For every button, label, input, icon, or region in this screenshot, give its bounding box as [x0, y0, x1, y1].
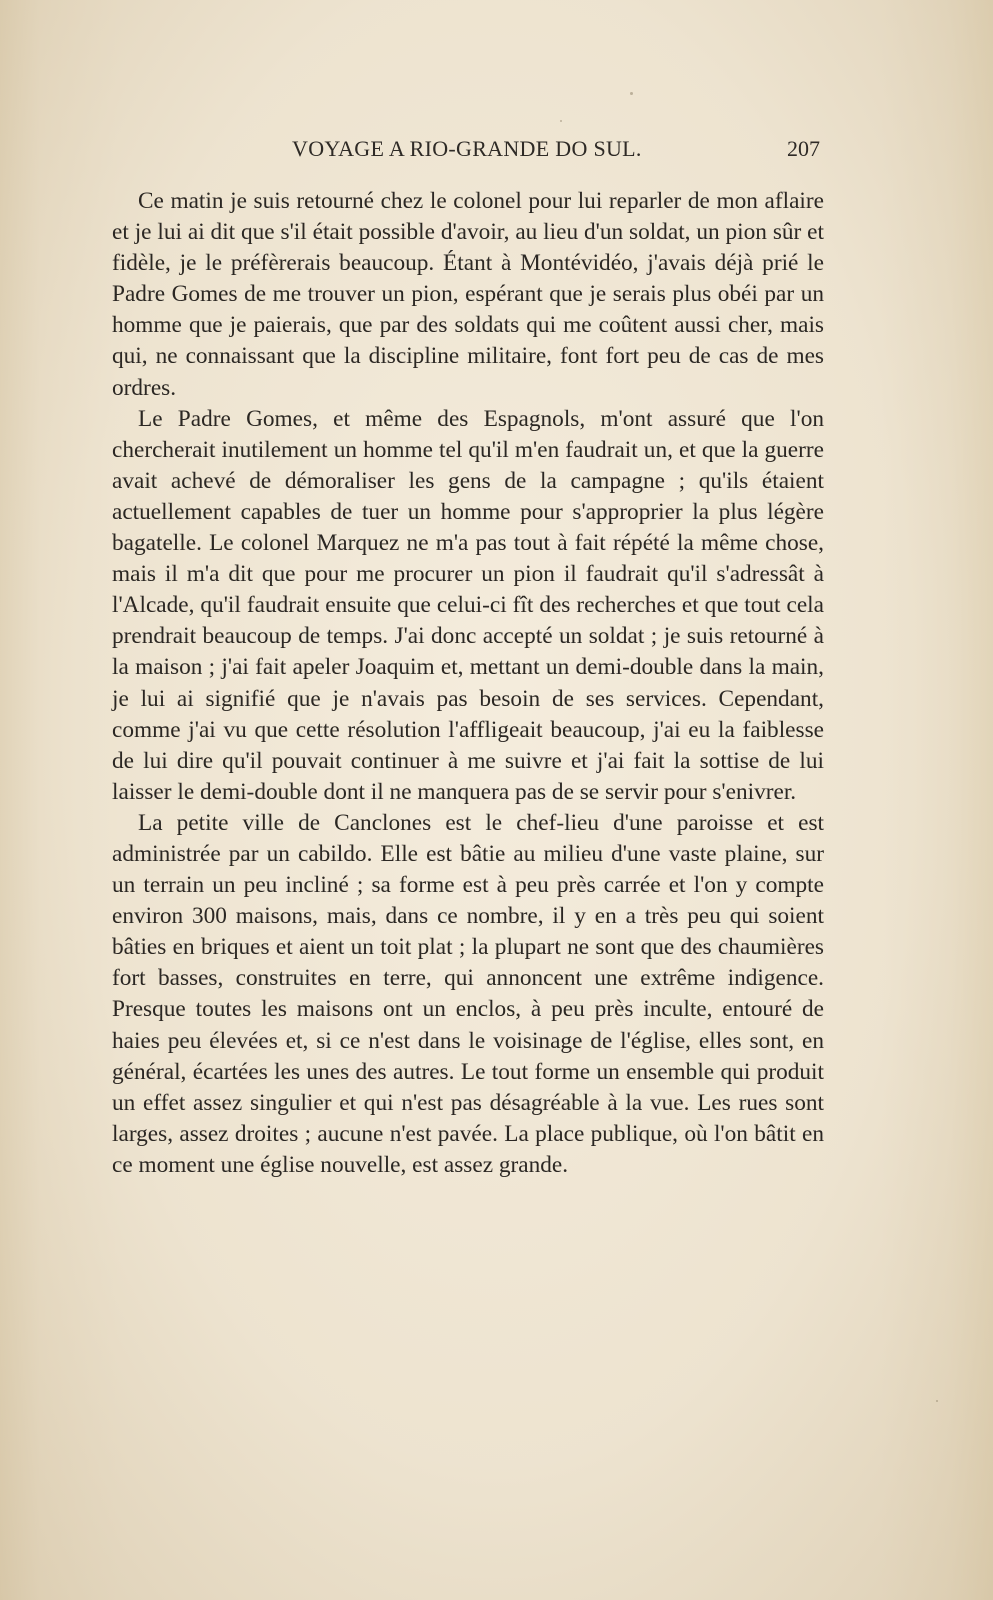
paragraph: Le Padre Gomes, et même des Espagnols, m'ont assuré que l'on chercherait inutilement un homme tel qu'il m'en faudrait un, et que la guerre avait achevé de démoraliser les gens de la campagne ; qu'ils étaient actuellement capables de tuer un homme pour s'approprier la plus légère bagatelle. Le colonel Marquez ne m'a pas tout à fait répété la même chose, mais il m'a dit que pour me procurer un pion il faudrait qu'il s'adressât à l'Alcade, qu'il faudrait ensuite que celui-ci fît des recherches et que tout cela prendrait beaucoup de temps. J'ai donc accepté un soldat ; je suis retourné à la maison ; j'ai fait apeler Joaquim et, mettant un demi-double dans la main, je lui ai signifié que je n'avais pas besoin de ses services. Cependant, comme j'ai vu que cette résolution l'affligeait beaucoup, j'ai eu la faiblesse de lui dire qu'il pouvait continuer à me suivre et j'ai fait la sottise de lui laisser le demi-double dont il ne manquera pas de se servir pour s'enivrer. — [112, 405, 824, 805]
page-header — [110, 136, 820, 172]
paragraph: La petite ville de Canclones est le chef-lieu d'une paroisse et est administrée par un cabildo. Elle est bâtie au milieu d'une vaste plaine, sur un terrain un peu incliné ; sa forme est à peu près carrée et l'on y compte environ 300 maisons, mais, dans ce nombre, il y en a très peu qui soient bâties en briques et aient un toit plat ; la plupart ne sont que des chaumières fort basses, construites en terre, qui annoncent une extrême indigence. Presque toutes les maisons ont un enclos, à peu près inculte, entouré de haies peu élevées et, si ce n'est dans le voisinage de l'église, elles sont, en général, écartées les unes des autres. Le tout forme un ensemble qui produit un effet assez singulier et qui n'est pas désagréable à la vue. Les rues sont larges, assez droites ; aucune n'est pavée. La place publique, où l'on bâtit en ce moment une église nouvelle, est assez grande. — [112, 809, 824, 1178]
paper-speck — [560, 120, 562, 122]
running-title: VOYAGE A RIO-GRANDE DO SUL. — [292, 136, 642, 161]
page-number: 207 — [787, 136, 820, 161]
body-text — [112, 186, 824, 1181]
paper-speck — [630, 92, 633, 95]
paragraph: Ce matin je suis retourné chez le colonel pour lui reparler de mon aflaire et je lui ai dit que s'il était possible d'avoir, au lieu d'un soldat, un pion sûr et fidèle, je le préfèrerais beaucoup. Étant à Montévidéo, j'avais déjà prié le Padre Gomes de me trouver un pion, espérant que je serais plus obéi par un homme que je paierais, que par des soldats qui me coûtent aussi cher, mais qui, ne connaissant que la discipline militaire, font fort peu de cas de mes ordres. — [112, 188, 824, 401]
paper-speck — [936, 1400, 938, 1402]
